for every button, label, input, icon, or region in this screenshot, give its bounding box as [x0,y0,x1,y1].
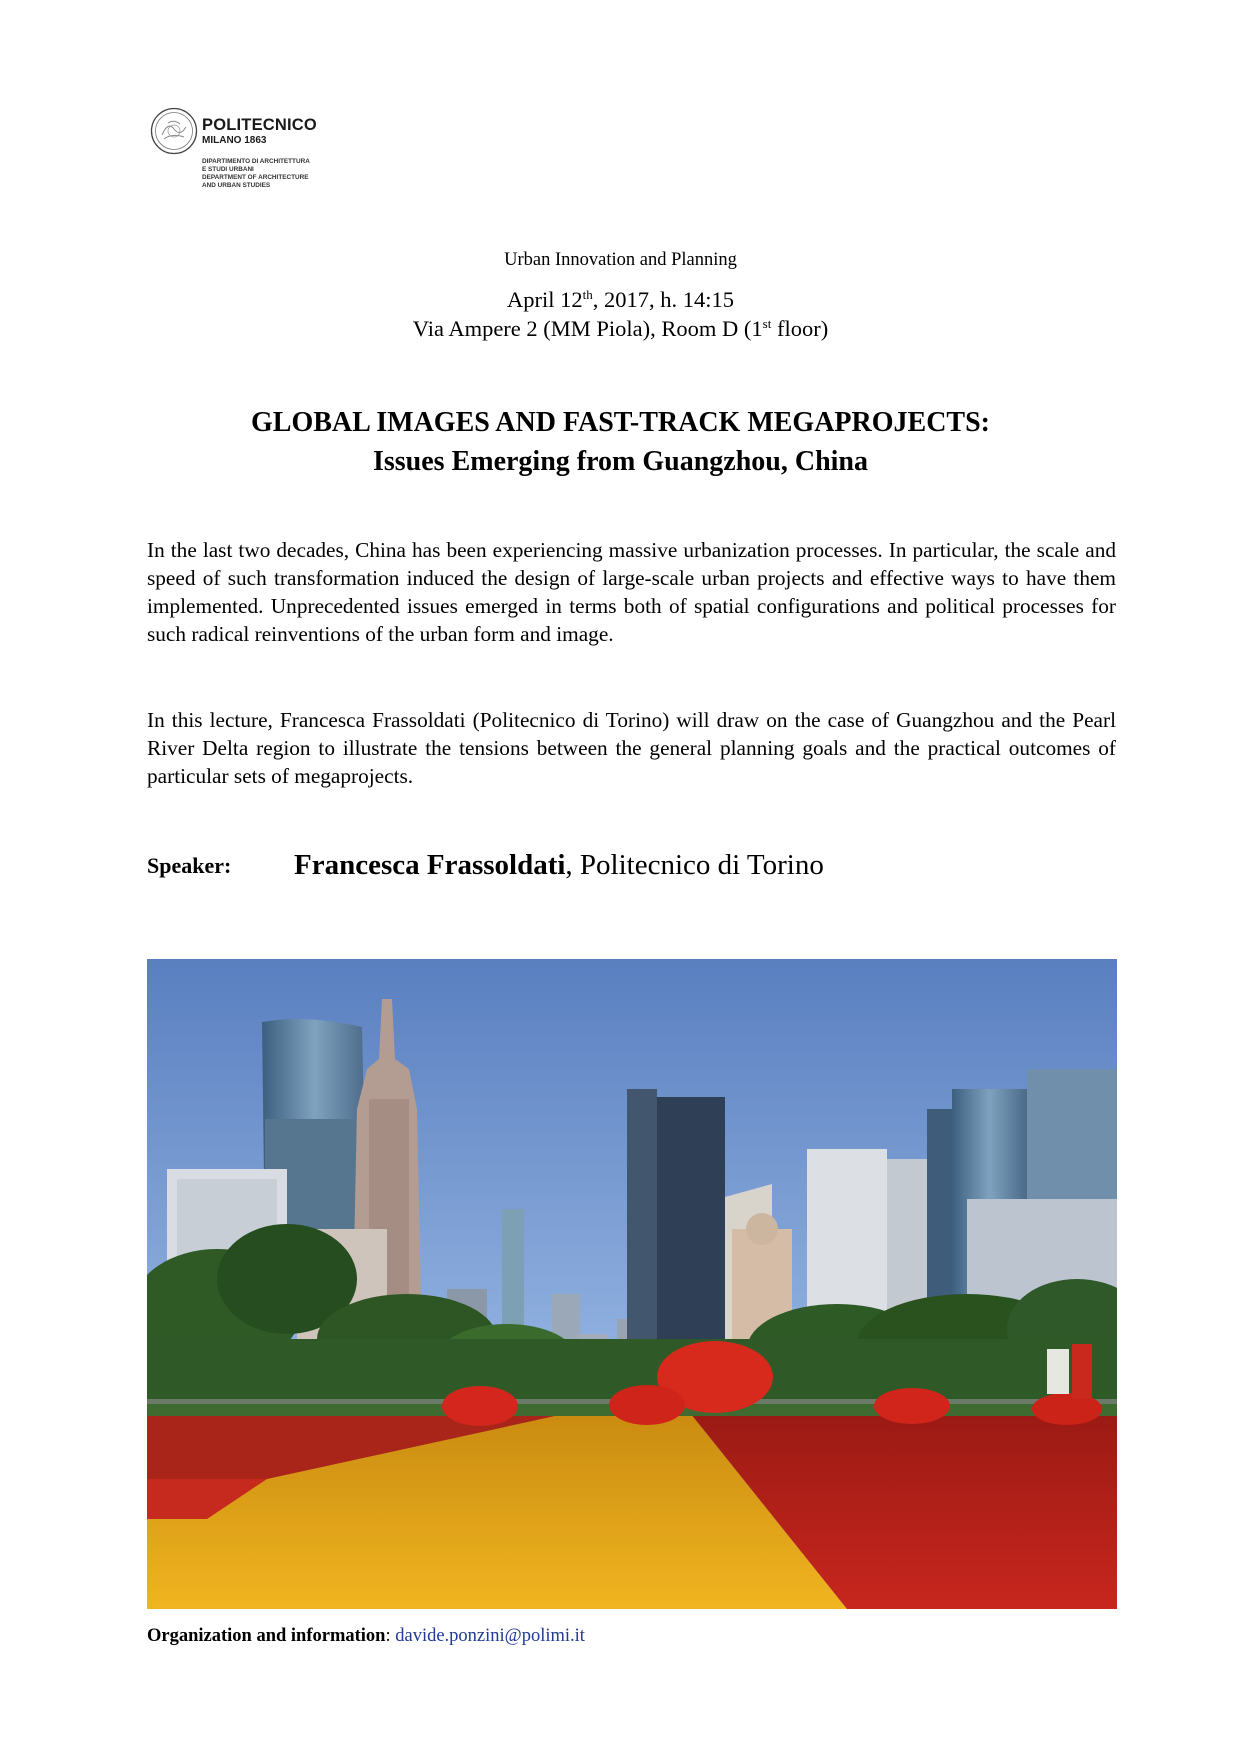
guangzhou-skyline-photo [147,959,1117,1609]
event-venue [0,316,1241,342]
venue-floor: floor) [771,316,829,341]
department-line: AND URBAN STUDIES [202,182,271,189]
venue-text: Via Ampere 2 (MM Piola), Room D (1 [412,316,763,341]
speaker-affiliation: , Politecnico di Torino [565,849,824,881]
department-line: E STUDI URBANI [202,166,254,173]
organization-label: Organization and information [147,1626,386,1646]
department-line: DIPARTIMENTO DI ARCHITETTURA [202,158,310,165]
lecture-series: Urban Innovation and Planning [504,250,737,270]
venue-suffix: st [762,316,772,331]
logo-year: MILANO 1863 [202,135,267,146]
organization-info [147,1626,585,1647]
speaker-info [294,849,824,882]
date-text: April 12 [506,287,583,312]
date-suffix: th [582,287,593,302]
university-seal-icon [150,107,198,155]
date-time: , 2017, h. 14:15 [592,287,734,312]
logo-name: POLITECNICO [202,116,317,134]
lecture-title: GLOBAL IMAGES AND FAST-TRACK MEGAPROJECTS: [251,407,990,438]
event-date [0,287,1241,313]
department-line: DEPARTMENT OF ARCHITECTURE [202,174,309,181]
lecture-subtitle: Issues Emerging from Guangzhou, China [372,446,868,477]
contact-email-link[interactable]: davide.ponzini@polimi.it [395,1626,585,1646]
label-separator: : [385,1626,396,1646]
department-name [202,158,310,190]
speaker-name: Francesca Frassoldati [294,849,566,881]
lecture-description: In this lecture, Francesca Frassoldati (Politecnico di Torino) will draw on the case of Guangzhou and the Pearl River Delta region to illustrate the tensions between the general planning goals and the practical outcomes of particular sets of megaprojects. [147,708,1116,788]
university-logo [150,107,390,207]
abstract-paragraph: In the last two decades, China has been experiencing massive urbanization processes. In particular, the scale and speed of such transformation induced the design of large-scale urban projects and effective ways to have them implemented. Unprecedented issues emerged in terms both of spatial configurations and political processes for such radical reinventions of the urban form and image. [147,538,1116,646]
speaker-label: Speaker: [147,853,232,878]
